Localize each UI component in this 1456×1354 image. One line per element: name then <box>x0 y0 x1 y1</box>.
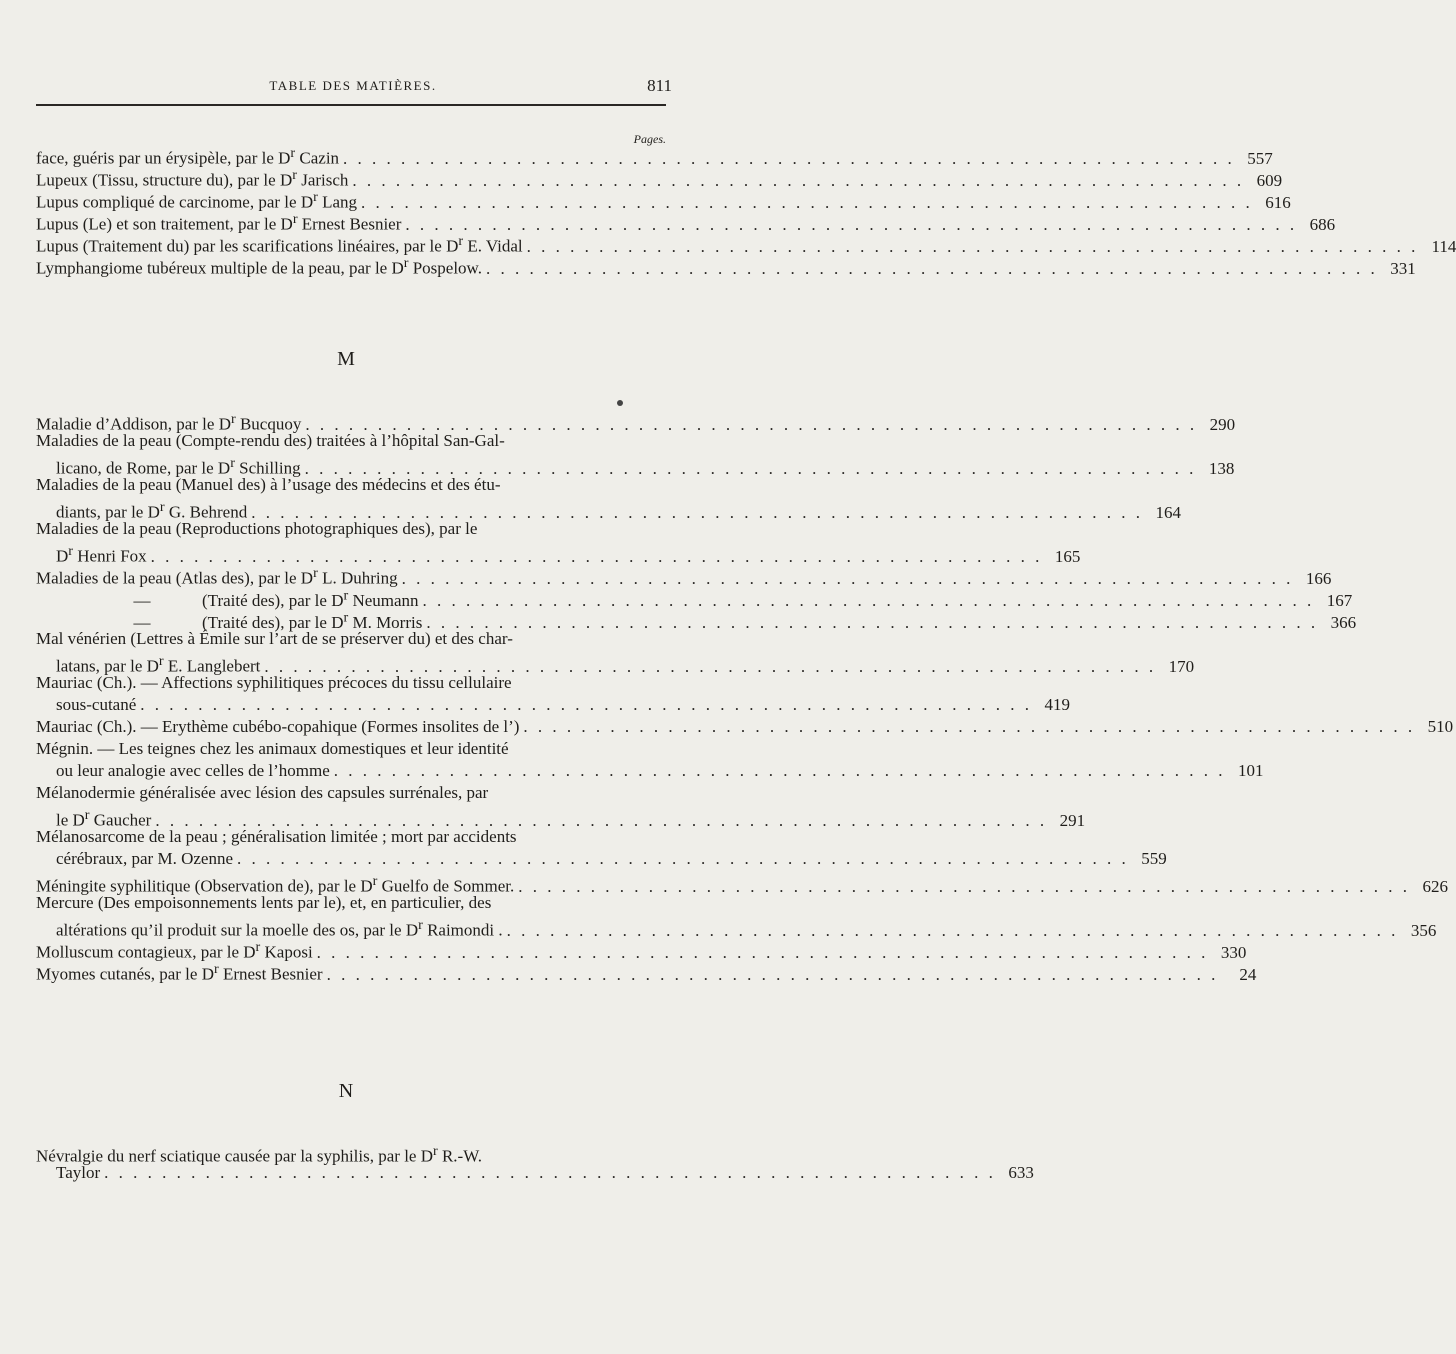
entries-n <box>36 1140 1034 1184</box>
entry-line <box>36 650 1195 676</box>
entry-text: sous-cutané <box>56 695 137 714</box>
entry-line <box>36 1162 1034 1184</box>
leader-dots: . . . . . . . . . . . . . . . . . . . . . . . . . . . . . . . . . . . . . . . . . . . . . . . . . . . . . . . . . . . . . . <box>506 920 1399 940</box>
entries-l <box>36 142 1456 278</box>
leader-dots: . . . . . . . . . . . . . . . . . . . . . . . . . . . . . . . . . . . . . . . . . . . . . . . . . . . . . . . . . . . . . . <box>426 612 1319 632</box>
leader-dots: . . . . . . . . . . . . . . . . . . . . . . . . . . . . . . . . . . . . . . . . . . . . . . . . . . . . . . . . . . . . . . <box>140 695 1033 714</box>
entry-line <box>36 760 1264 782</box>
entry-page-number: 366 <box>1330 612 1357 632</box>
entry-text: diants, par le $D^r$ G. Behrend <box>56 499 248 522</box>
entry-text: face, guéris par un érysipèle, par le $D^r$ Cazin <box>36 145 340 168</box>
ink-spot <box>617 400 623 406</box>
entry-text: Névralgie du nerf sciatique causée par la syphilis, par le $D^r$ R.-W. <box>36 1143 482 1166</box>
entry-page-number: 138 <box>1208 458 1235 478</box>
leader-dots: . . . . . . . . . . . . . . . . . . . . . . . . . . . . . . . . . . . . . . . . . . . . . . . . . . . . . . . . . . . . . . <box>150 546 1043 566</box>
entry-page-number: 331 <box>1390 258 1416 278</box>
leader-dots: . . . . . . . . . . . . . . . . . . . . . . . . . . . . . . . . . . . . . . . . . . . . . . . . . . . . . . . . . . . . . . <box>485 258 1378 278</box>
index-entry <box>36 474 1181 522</box>
entries-m <box>36 408 1454 984</box>
entry-page-number: 633 <box>1008 1163 1034 1182</box>
entry-page-number: 356 <box>1410 920 1437 940</box>
entry-page-number: 609 <box>1256 170 1283 190</box>
index-entry <box>36 142 1273 168</box>
leader-dots: . . . . . . . . . . . . . . . . . . . . . . . . . . . . . . . . . . . . . . . . . . . . . . . . . . . . . . . . . . . . . . <box>422 590 1315 610</box>
entry-page-number: 166 <box>1305 568 1332 588</box>
leader-dots: . . . . . . . . . . . . . . . . . . . . . . . . . . . . . . . . . . . . . . . . . . . . . . . . . . . . . . . . . . . . . . <box>526 236 1419 256</box>
index-entry <box>36 716 1454 738</box>
entry-line <box>36 142 1273 168</box>
entry-text: licano, de Rome, par le $D^r$ Schilling <box>56 455 301 478</box>
entry-text: $D^r$ Henri Fox <box>56 543 147 566</box>
index-entry <box>36 782 1086 830</box>
entry-text: ou leur analogie avec celles de l’homme <box>56 761 330 780</box>
entry-text: Méningite syphilitique (Observation de), par le $D^r$ Guelfo de Sommer. <box>36 873 515 896</box>
leader-dots: . . . . . . . . . . . . . . . . . . . . . . . . . . . . . . . . . . . . . . . . . . . . . . . . . . . . . . . . . . . . . . <box>237 849 1129 868</box>
entry-text: Mégnin. — Les teignes chez les animaux domestiques et leur identité <box>36 739 509 758</box>
entry-page-number: 101 <box>1238 761 1264 780</box>
entry-text: Lupus (Traitement du) par les scarifications linéaires, par le $D^r$ E. Vidal <box>36 233 523 256</box>
leader-dots: . . . . . . . . . . . . . . . . . . . . . . . . . . . . . . . . . . . . . . . . . . . . . . . . . . . . . . . . . . . . . . <box>316 942 1209 962</box>
entry-page-number: 686 <box>1309 214 1336 234</box>
leader-dots: . . . . . . . . . . . . . . . . . . . . . . . . . . . . . . . . . . . . . . . . . . . . . . . . . . . . . . . . . . . . . . <box>326 964 1219 984</box>
index-entry <box>36 892 1437 940</box>
index-entry <box>36 672 1071 716</box>
entry-page-number: 291 <box>1059 810 1086 830</box>
entry-line <box>36 1140 656 1166</box>
entry-page-number: 510 <box>1427 717 1454 736</box>
header-rule <box>36 104 666 106</box>
entry-line <box>36 694 1071 716</box>
leader-dots: . . . . . . . . . . . . . . . . . . . . . . . . . . . . . . . . . . . . . . . . . . . . . . . . . . . . . . . . . . . . . . <box>343 148 1235 168</box>
entry-text: Myomes cutanés, par le $D^r$ Ernest Besnier <box>36 961 323 984</box>
entry-text: Molluscum contagieux, par le $D^r$ Kaposi <box>36 939 313 962</box>
index-entry <box>36 430 1235 478</box>
leader-dots: . . . . . . . . . . . . . . . . . . . . . . . . . . . . . . . . . . . . . . . . . . . . . . . . . . . . . . . . . . . . . . <box>352 170 1245 190</box>
entry-line <box>36 848 1167 870</box>
entry-page-number: 290 <box>1209 414 1236 434</box>
entry-page-number: 616 <box>1265 192 1291 212</box>
running-head: TABLE DES MATIÈRES. <box>269 78 437 93</box>
entry-page-number: 167 <box>1326 590 1353 610</box>
entry-text: cérébraux, par M. Ozenne <box>56 849 233 868</box>
page-number: 811 <box>647 76 672 95</box>
leader-dots: . . . . . . . . . . . . . . . . . . . . . . . . . . . . . . . . . . . . . . . . . . . . . . . . . . . . . . . . . . . . . . <box>304 458 1197 478</box>
entry-page-number: 164 <box>1155 502 1181 522</box>
entry-line <box>36 408 1236 434</box>
entry-line <box>36 452 1235 478</box>
entry-text: — (Traité des), par le $D^r$ M. Morris <box>36 606 422 634</box>
entry-line <box>36 738 656 760</box>
entry-line <box>36 496 1181 522</box>
entry-text: Maladies de la peau (Reproductions photographiques des), par le <box>36 519 478 538</box>
entry-text: Maladies de la peau (Manuel des) à l’usage des médecins et des étu- <box>36 475 501 494</box>
entry-page-number: 114 <box>1431 236 1456 256</box>
entry-text: altérations qu’il produit sur la moelle des os, par le $D^r$ Raimondi . <box>56 917 503 940</box>
entry-line <box>36 540 1081 566</box>
entry-page-number: 626 <box>1422 876 1449 896</box>
entry-line <box>36 914 1437 940</box>
leader-dots: . . . . . . . . . . . . . . . . . . . . . . . . . . . . . . . . . . . . . . . . . . . . . . . . . . . . . . . . . . . . . . <box>361 192 1253 212</box>
entry-page-number: 557 <box>1247 148 1273 168</box>
leader-dots: . . . . . . . . . . . . . . . . . . . . . . . . . . . . . . . . . . . . . . . . . . . . . . . . . . . . . . . . . . . . . . <box>264 656 1157 676</box>
leader-dots: . . . . . . . . . . . . . . . . . . . . . . . . . . . . . . . . . . . . . . . . . . . . . . . . . . . . . . . . . . . . . . <box>305 414 1198 434</box>
ditto-dash: — <box>133 612 151 632</box>
section-letter-n: N <box>338 1080 354 1102</box>
index-entry <box>36 826 1167 870</box>
entry-page-number: 165 <box>1054 546 1081 566</box>
entry-text: Maladies de la peau (Compte-rendu des) traitées à l’hôpital San-Gal- <box>36 431 505 450</box>
entry-text: Mercure (Des empoisonnements lents par le), et, en particulier, des <box>36 893 492 912</box>
entry-page-number: 24 <box>1239 964 1257 984</box>
entry-text: Lupeux (Tissu, structure du), par le $D^r$ Jarisch <box>36 167 349 190</box>
leader-dots: . . . . . . . . . . . . . . . . . . . . . . . . . . . . . . . . . . . . . . . . . . . . . . . . . . . . . . . . . . . . . . <box>104 1163 996 1182</box>
entry-text: Mélanodermie généralisée avec lésion des capsules surrénales, par <box>36 783 489 802</box>
index-entry <box>36 518 1081 566</box>
entry-page-number: 330 <box>1220 942 1247 962</box>
entry-text: Mal vénérien (Lettres à Émile sur l’art de se préserver du) et des char- <box>36 629 513 648</box>
leader-dots: . . . . . . . . . . . . . . . . . . . . . . . . . . . . . . . . . . . . . . . . . . . . . . . . . . . . . . . . . . . . . . <box>251 502 1143 522</box>
entry-page-number: 419 <box>1044 695 1071 714</box>
leader-dots: . . . . . . . . . . . . . . . . . . . . . . . . . . . . . . . . . . . . . . . . . . . . . . . . . . . . . . . . . . . . . . <box>401 568 1294 588</box>
leader-dots: . . . . . . . . . . . . . . . . . . . . . . . . . . . . . . . . . . . . . . . . . . . . . . . . . . . . . . . . . . . . . . <box>405 214 1298 234</box>
entry-text: Maladies de la peau (Atlas des), par le $D^r$ L. Duhring <box>36 565 398 588</box>
leader-dots: . . . . . . . . . . . . . . . . . . . . . . . . . . . . . . . . . . . . . . . . . . . . . . . . . . . . . . . . . . . . . . <box>523 717 1416 736</box>
pages-column-label: Pages. <box>633 132 666 146</box>
entry-text: Lymphangiome tubéreux multiple de la peau, par le $D^r$ Pospelow. <box>36 255 482 278</box>
entry-line <box>36 782 656 804</box>
index-entry <box>36 628 1195 676</box>
leader-dots: . . . . . . . . . . . . . . . . . . . . . . . . . . . . . . . . . . . . . . . . . . . . . . . . . . . . . . . . . . . . . . <box>155 810 1048 830</box>
entry-line <box>36 716 1454 738</box>
entry-text: le $D^r$ Gaucher <box>56 807 152 830</box>
entry-text: Mélanosarcome de la peau ; généralisation limitée ; mort par accidents <box>36 827 517 846</box>
entry-text: Taylor <box>56 1163 101 1182</box>
entry-line <box>36 804 1086 830</box>
entry-line <box>36 870 1449 896</box>
entry-page-number: 559 <box>1141 849 1167 868</box>
section-letter-m: M <box>337 348 355 370</box>
entry-text: Maladie d’Addison, par le $D^r$ Bucquoy <box>36 411 302 434</box>
entry-text: Mauriac (Ch.). — Erythème cubébo-copahique (Formes insolites de l’) <box>36 717 520 736</box>
entry-text: latans, par le $D^r$ E. Langlebert <box>56 653 261 676</box>
entry-page-number: 170 <box>1168 656 1195 676</box>
entry-text: Mauriac (Ch.). — Affections syphilitiques précoces du tissu cellulaire <box>36 673 512 692</box>
leader-dots: . . . . . . . . . . . . . . . . . . . . . . . . . . . . . . . . . . . . . . . . . . . . . . . . . . . . . . . . . . . . . . <box>333 761 1226 780</box>
entry-text: Lupus compliqué de carcinome, par le $D^r$ Lang <box>36 189 358 212</box>
leader-dots: . . . . . . . . . . . . . . . . . . . . . . . . . . . . . . . . . . . . . . . . . . . . . . . . . . . . . . . . . . . . . . <box>518 876 1411 896</box>
index-entry <box>36 738 1264 782</box>
index-entry <box>36 1140 1034 1184</box>
index-entry <box>36 408 1236 434</box>
entry-text: — (Traité des), par le $D^r$ Neumann <box>36 584 419 612</box>
ditto-dash: — <box>133 590 151 610</box>
entry-text: Lupus (Le) et son traitement, par le $D^r$ Ernest Besnier <box>36 211 402 234</box>
index-entry <box>36 870 1449 896</box>
